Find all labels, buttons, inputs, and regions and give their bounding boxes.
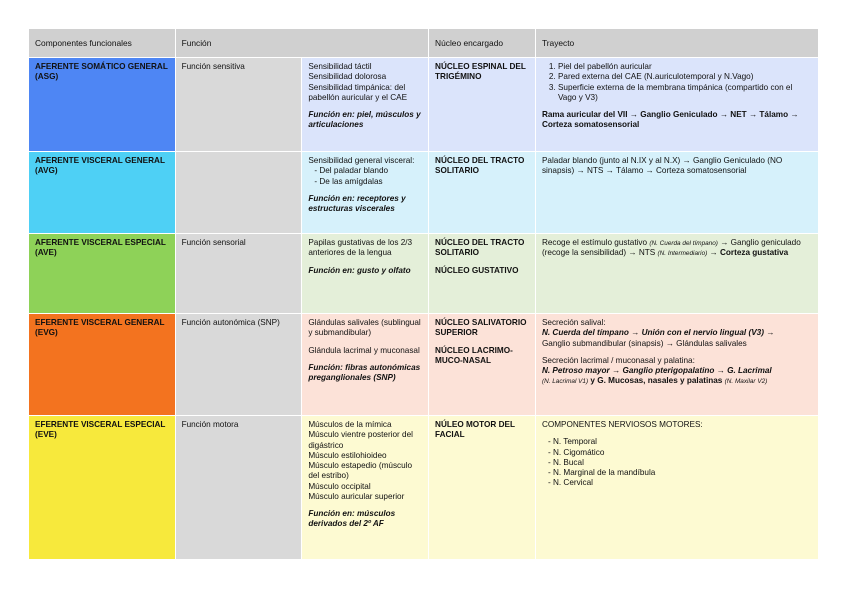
header-componentes: Componentes funcionales: [29, 29, 175, 58]
description-ave: [302, 234, 429, 314]
eve-funcion-en: Función en: músculos derivados del 2º AF: [308, 509, 396, 529]
evg-nucleo-lacrimo: NÚCLEO LACRIMO-MUCO-NASAL: [435, 345, 513, 365]
evg-salival-path: N. Cuerda del tímpano → Unión con el nervio lingual (V3) →: [541, 328, 775, 338]
description-avg: [302, 152, 429, 234]
nucleo-evg: [429, 314, 536, 416]
evg-lacrimal-mid: y G. Mucosas, nasales y palatinas: [590, 376, 723, 386]
list-item: - N. Cigomático: [556, 448, 812, 458]
evg-lacrimal-path: N. Petroso mayor → Ganglio pterigopalatino → G. Lacrimal: [541, 366, 772, 375]
list-item: 3. Superficie externa de la membrana timpánica (compartido con el Vago y V3): [558, 83, 812, 104]
table-row-ave: [29, 234, 819, 314]
table-row-eve: [29, 416, 819, 560]
ave-trayecto-c: → Corteza gustativa: [709, 248, 789, 258]
header-funcion: Función: [175, 29, 428, 58]
evg-nucleo-salivatorio: NÚCLEO SALIVATORIO SUPERIOR: [435, 318, 527, 338]
description-eve: [302, 416, 429, 560]
component-avg: AFERENTE VISCERAL GENERAL (AVG): [29, 152, 175, 234]
eve-musculo-estilohioideo: Músculo estilohioideo: [308, 450, 387, 460]
eve-musculo-auricular: Músculo auricular superior: [308, 491, 405, 501]
table-header-row: [29, 29, 819, 58]
trayecto-evg: [535, 314, 818, 416]
description-asg: [302, 58, 429, 152]
evg-lacrimal-note1: (N. Lacrimal V1): [541, 378, 589, 386]
header-nucleo: Núcleo encargado: [429, 29, 536, 58]
funcion-asg: Función sensitiva: [175, 58, 302, 152]
list-item: - De las amígdalas: [322, 177, 422, 187]
trayecto-ave: [535, 234, 818, 314]
description-evg: [302, 314, 429, 416]
ave-nucleo-tracto: NÚCLEO DEL TRACTO SOLITARIO: [435, 238, 525, 258]
ave-trayecto-b: → Ganglio geniculado (recoge la sensibilidad) → NTS: [541, 238, 801, 258]
asg-rama-auricular: Rama auricular del VII → Ganglio Geniculado → NET → Tálamo → Corteza somatosensorial: [541, 110, 799, 130]
nucleo-ave: [429, 234, 536, 314]
trayecto-asg: [535, 58, 818, 152]
ave-trayecto-a-note: (N. Cuerda del tímpano): [649, 240, 718, 247]
ave-trayecto-a: Recoge el estímulo gustativo: [541, 238, 648, 247]
asg-sens-tactil: Sensibilidad táctil: [308, 62, 372, 71]
funcion-evg: Función autonómica (SNP): [175, 314, 302, 416]
trayecto-avg: Paladar blando (junto al N.IX y al N.X) → Ganglio Geniculado (NO sinapsis) → NTS → Tálamo → Corteza somatosensorial: [535, 152, 818, 234]
ave-papilas: Papilas gustativas de los 2/3 anteriores de la lengua: [308, 238, 413, 258]
table-row-evg: [29, 314, 819, 416]
funcion-avg: [175, 152, 302, 234]
eve-musculo-occipital: Músculo occipital: [308, 481, 371, 491]
list-item: - Del paladar blando: [322, 166, 422, 176]
asg-funcion-en: Función en: piel, músculos y articulaciones: [308, 110, 421, 130]
list-item: 2. Pared externa del CAE (N.auriculotemporal y N.Vago): [558, 72, 812, 82]
list-item: - N. Marginal de la mandíbula: [556, 468, 812, 478]
asg-sens-timpanica: Sensibilidad timpánica: del pabellón auricular y el CAE: [308, 82, 408, 102]
eve-componentes-title: COMPONENTES NERVIOSOS MOTORES:: [541, 420, 703, 429]
list-item: 1. Piel del pabellón auricular: [558, 62, 812, 72]
evg-glandula-lacrimal: Glándula lacrimal y muconasal: [308, 345, 420, 355]
functional-components-table-wrapper: [29, 29, 819, 560]
nucleo-eve: NÚLEO MOTOR DEL FACIAL: [429, 416, 536, 560]
list-item: - N. Cervical: [556, 478, 812, 488]
evg-glandulas-salivales: Glándulas salivales (sublingual y submandibular): [308, 318, 421, 338]
avg-sens-list: [308, 166, 422, 187]
nucleo-avg: NÚCLEO DEL TRACTO SOLITARIO: [429, 152, 536, 234]
ave-nucleo-gustativo: NÚCLEO GUSTATIVO: [435, 265, 519, 275]
funcion-ave: Función sensorial: [175, 234, 302, 314]
ave-funcion-en: Función en: gusto y olfato: [308, 265, 411, 275]
evg-lacrimal-detail: [542, 376, 812, 386]
header-trayecto: Trayecto: [535, 29, 818, 58]
evg-secrecion-lacrimal: Secreción lacrimal / muconasal y palatina:: [541, 355, 695, 365]
evg-secrecion-salival: Secreción salival:: [541, 318, 606, 327]
funcion-eve: Función motora: [175, 416, 302, 560]
list-item: - N. Bucal: [556, 458, 812, 468]
component-evg: EFERENTE VISCERAL GENERAL (EVG): [29, 314, 175, 416]
evg-salival-end: Ganglio submandibular (sinapsis) → Glándulas salivales: [541, 338, 747, 348]
eve-musculo-estapedio: Músculo estapedio (músculo del estribo): [308, 461, 413, 481]
evg-lacrimal-note2: (N. Maxilar V2): [724, 378, 768, 386]
nucleo-asg: NÚCLEO ESPINAL DEL TRIGÉMINO: [429, 58, 536, 152]
eve-musculo-digastrico: Músculo vientre posterior del digástrico: [308, 430, 413, 450]
eve-nervios-list: [542, 437, 812, 488]
asg-trayecto-list: [542, 62, 812, 103]
component-ave: AFERENTE VISCERAL ESPECIAL (AVE): [29, 234, 175, 314]
list-item: - N. Temporal: [556, 437, 812, 447]
avg-sens: Sensibilidad general visceral:: [308, 156, 415, 165]
eve-musculo-mimica: Músculos de la mímica: [308, 420, 392, 429]
evg-funcion-en: Función: fibras autonómicas preganglionales (SNP): [308, 362, 421, 382]
avg-funcion-en: Función en: receptores y estructuras viscerales: [308, 193, 406, 213]
trayecto-eve: [535, 416, 818, 560]
table-row-avg: [29, 152, 819, 234]
ave-trayecto-b-note: (N. Intermediario): [657, 250, 708, 258]
functional-components-table: [29, 29, 819, 560]
table-row-asg: [29, 58, 819, 152]
component-eve: EFERENTE VISCERAL ESPECIAL (EVE): [29, 416, 175, 560]
component-asg: AFERENTE SOMÁTICO GENERAL (ASG): [29, 58, 175, 152]
asg-sens-dolorosa: Sensibilidad dolorosa: [308, 72, 387, 82]
